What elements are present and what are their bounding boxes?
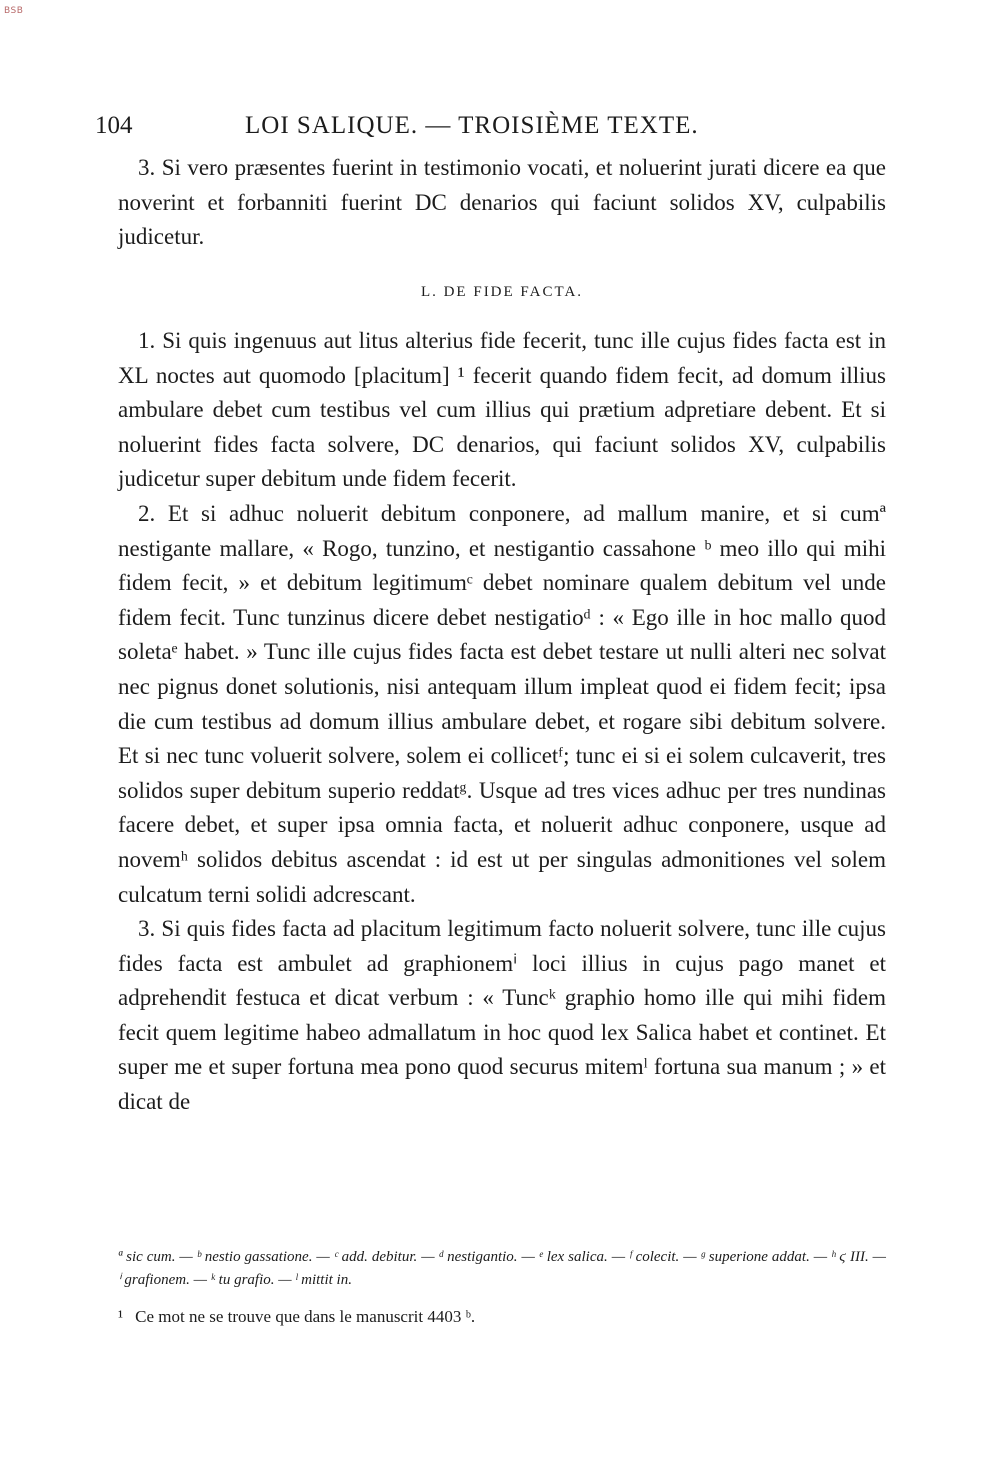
intro-paragraph: 3. Si vero præsentes fuerint in testimonio vocati, et noluerint jurati dicere ea que noverint et forbanniti fuerint DC denarios qui faciunt solidos XV, culpabilis judicetur.: [118, 155, 886, 250]
library-watermark: BSB: [4, 6, 24, 16]
body-text: [118, 324, 886, 1120]
footnote: [118, 1305, 886, 1329]
footnote-marker: ¹: [118, 1307, 124, 1326]
variant-readings: ª sic cum. — ᵇ nestio gassatione. — ᶜ add. debitur. — ᵈ nestigantio. — ᵉ lex salica. — ᶠ colecit. — ᵍ superione addat. — ʰ ϛ III. — ⁱ grafionem. — ᵏ tu grafio. — ˡ mittit in.: [118, 1249, 886, 1288]
running-title: LOI SALIQUE. — TROISIÈME TEXTE.: [245, 112, 699, 139]
paragraph-1: 1. Si quis ingenuus aut litus alterius fide fecerit, tunc ille cujus fides facta est in XL noctes aut quomodo [placitum] ¹ fecerit quando fidem fecit, ad domum illius ambulare debet cum testibus vel cum illius qui prætium adpretiare debent. Et si noluerint fides facta solvere, DC denarios, qui faciunt solidos XV, culpabilis judicetur super debitum unde fidem fecerit.: [118, 328, 886, 492]
footnote-text: Ce mot ne se trouve que dans le manuscrit 4403 ᵇ.: [135, 1307, 476, 1326]
paragraph-3: 3. Si quis fides facta ad placitum legitimum facto noluerit solvere, tunc ille cujus fides facta est ambulet ad graphionemⁱ loci illius in cujus pago manet et adprehendit festuca et dicat verbum : « Tuncᵏ graphio homo ille qui mihi fidem fecit quem legitime habeo admallatum in hoc quod lex Salica habet et continet. Et super me et super fortuna mea pono quod securus mitemˡ fortuna sua manum ; » et dicat de: [118, 916, 886, 1115]
page-header: [95, 112, 865, 144]
page-number: 104: [95, 112, 133, 139]
intro-block: [118, 151, 886, 255]
paragraph-2: 2. Et si adhuc noluerit debitum conponere, ad mallum manire, et si cumª nestigante mallare, « Rogo, tunzino, et nestigantio cassahone ᵇ meo illo qui mihi fidem fecit, » et debitum legitimumᶜ debet nominare qualem debitum vel unde fidem fecit. Tunc tunzinus dicere debet nestigatioᵈ : « Ego ille in hoc mallo quod soletaᵉ habet. » Tunc ille cujus fides facta est debet testare ut nulli alteri nec solvat nec pignus donet solutionis, nisi antequam illum impleat quod ei fidem fecit; ipsa die cum testibus ad domum illius ambulare debet, et rogare sibi debitum solvere. Et si nec tunc voluerit solvere, solem ei collicetᶠ; tunc ei si ei solem culcaverit, tres solidos super debitum superio reddatᵍ. Usque ad tres vices adhuc per tres nundinas facere debet, et super ipsa omnia facta, et noluerit adhuc conponere, usque ad novemʰ solidos debitus ascendat : id est ut per singulas admonitiones vel solem culcatum terni solidi adcrescant.: [118, 500, 886, 907]
section-heading: L. DE FIDE FACTA.: [420, 284, 584, 300]
